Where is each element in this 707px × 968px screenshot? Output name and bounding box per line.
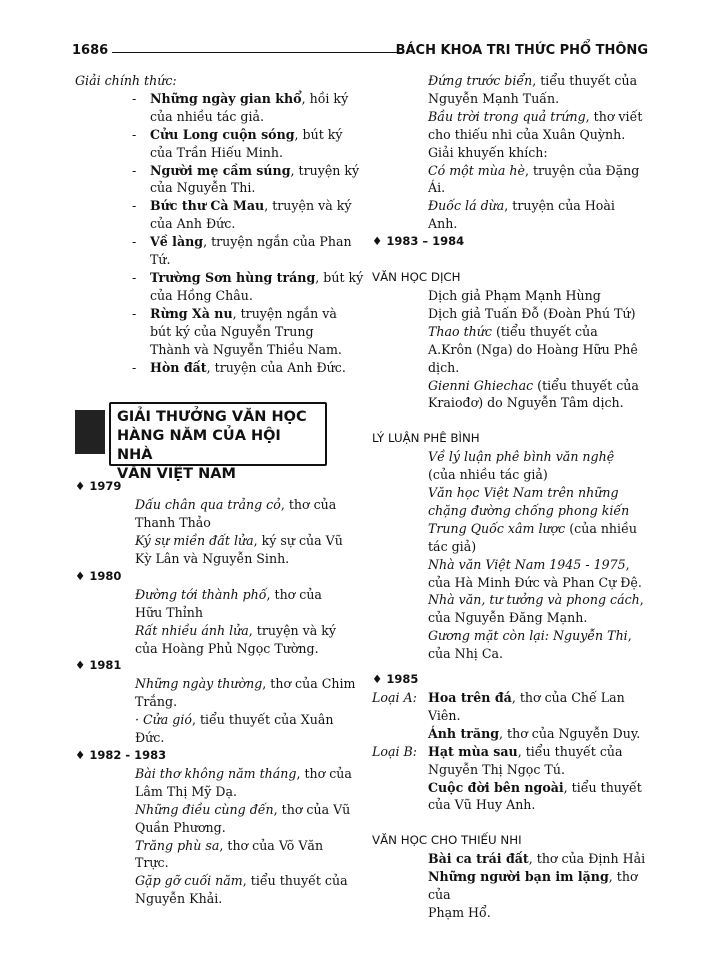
year-heading: ♦ 1985 [372, 672, 419, 687]
work-title: Những điều cùng đến [135, 801, 274, 817]
list-item [372, 72, 650, 108]
entry-title: Những ngày gian khổ [150, 90, 302, 106]
work-title: Ánh trăng [428, 725, 500, 741]
list-item [75, 586, 367, 622]
work-title: Dấu chân qua trảng cỏ [135, 497, 281, 513]
work-title: chặng đường chống phong kiến [428, 502, 630, 518]
entry-author: bút ký của Nguyễn Trung [150, 323, 314, 339]
list-item [75, 801, 367, 837]
work-desc: (của nhiều [565, 520, 637, 536]
work-desc: , truyện của Hoài [504, 198, 615, 214]
work-title: Hạt mùa sau [428, 743, 518, 759]
entry-title: Bức thư Cà Mau [150, 198, 265, 214]
work-title: Ký sự miền đất lửa [135, 533, 254, 549]
work-desc: , thơ của [266, 586, 322, 602]
work-title: Những ngày thường [135, 676, 263, 692]
work-author: Quần Phương. [135, 819, 226, 835]
work-author: Trực. [135, 855, 169, 871]
section-marker-icon [75, 410, 105, 454]
work-title: Trăng phù sa [135, 837, 220, 853]
official-entry: - Rừng Xà nu, truyện ngắn và bút ký của Nguyễn Trung Thành và Nguyễn Thiều Nam. [75, 305, 367, 359]
official-entry: - Hòn đất, truyện của Anh Đức. [132, 359, 346, 375]
work-desc: dịch. [428, 359, 460, 375]
work-author: cho thiếu nhi của Xuân Quỳnh. [428, 126, 626, 142]
criticism-list [372, 448, 650, 663]
entry-title: Rừng Xà nu [150, 305, 233, 321]
work-title: Bài ca trái đất [428, 851, 529, 867]
entry-author: của Anh Đức. [150, 216, 236, 232]
page-number: 1686 [72, 43, 109, 58]
work-author: Viên. [428, 707, 461, 723]
right-column [372, 72, 650, 922]
work-author: Thanh Thảo [135, 515, 211, 531]
entry-author: của nhiều tác giả. [150, 108, 265, 124]
official-entry: - Những ngày gian khổ, hồi ký của nhiều tác giả. [75, 90, 367, 126]
entry-author: của Trần Hiếu Minh. [150, 144, 283, 160]
work-desc: Kraiođơ) do Nguyễn Tâm dịch. [428, 395, 624, 411]
work-author: của Nguyễn Đăng Mạnh. [428, 610, 588, 626]
work-desc: , tiểu thuyết của [532, 73, 638, 88]
year-heading: ♦ 1980 [75, 568, 122, 583]
list-item [75, 765, 367, 801]
official-label: Giải chính thức: [75, 73, 177, 88]
work-author: Nguyễn Khải. [135, 891, 223, 907]
work-desc: , truyện của Đặng [524, 162, 640, 178]
work-desc: (tiểu thuyết của [533, 377, 639, 393]
category-tag: Loại B: [372, 743, 417, 759]
work-author: Đức. [135, 730, 165, 746]
category-a [372, 689, 650, 743]
work-desc: , truyện và ký [248, 622, 337, 638]
work-author: Anh. [428, 216, 458, 232]
work-title: Rất nhiều ánh lửa [135, 622, 249, 638]
work-title: Cuộc đời bên ngoài [428, 779, 564, 795]
work-desc: , [627, 628, 632, 644]
work-title: Nhà văn Việt Nam 1945 - 1975 [428, 556, 626, 572]
section-heading-criticism: LÝ LUẬN PHÊ BÌNH [372, 431, 480, 446]
work-desc: , ký sự của Vũ [253, 533, 343, 549]
running-title: BÁCH KHOA TRI THỨC PHỔ THÔNG [395, 43, 648, 58]
list-item [372, 162, 650, 198]
entry-desc: , truyện ngắn và [232, 305, 337, 321]
children-list [372, 850, 650, 922]
work-author: của Hoàng Phủ Ngọc Tường. [135, 640, 319, 656]
work-desc: , thơ của Vũ [273, 801, 351, 817]
work-author: tác giả) [428, 538, 477, 554]
work-author: (của nhiều tác giả) [428, 467, 548, 483]
year-heading: ♦ 1982 - 1983 [75, 748, 167, 762]
work-desc: , thơ của Nguyễn Duy. [499, 725, 641, 741]
category-tag: Loại A: [372, 690, 417, 705]
award-heading [109, 402, 327, 483]
page-header [70, 40, 650, 62]
header-rule [112, 52, 402, 53]
entry-author: của Hồng Châu. [150, 287, 253, 303]
list-item [75, 711, 367, 747]
work-title: Gienni Ghiechac [428, 377, 534, 393]
work-title: Bầu trời trong quả trứng [428, 108, 586, 124]
entry-desc: , truyện ngắn của Phan [203, 234, 352, 250]
entry-desc: , truyện ký [290, 162, 360, 178]
translator: Dịch giả Tuấn Đỗ (Đoàn Phú Tứ) [428, 305, 636, 321]
work-title: Nhà văn, tư tưởng và phong cách [428, 592, 640, 608]
work-author: của Hà Minh Đức và Phan Cự Đệ. [428, 574, 642, 590]
entry-desc: , truyện và ký [264, 198, 352, 214]
award-heading-line: HÀNG NĂM CỦA HỘI NHÀ [117, 428, 281, 464]
year-heading: ♦ 1979 [75, 479, 122, 494]
left-column [75, 72, 367, 908]
work-title: Gương mặt còn lại: Nguyễn Thi [428, 628, 628, 644]
official-entry: - Cửu Long cuộn sóng, bút ký của Trần Hiếu Minh. [75, 126, 367, 162]
work-desc: , thơ của Chim [262, 676, 356, 692]
entry-desc: , truyện của Anh Đức. [206, 359, 346, 375]
work-author: Trắng. [135, 694, 178, 710]
work-desc: , thơ của Định Hải [528, 851, 646, 867]
work-title: Đường tới thành phố [135, 586, 267, 602]
work-desc: , thơ của Võ Văn [219, 837, 324, 853]
work-title: Những người bạn im lặng [428, 869, 609, 885]
work-desc: , thơ viết [585, 108, 643, 124]
translator: Dịch giả Phạm Mạnh Hùng [428, 287, 601, 303]
section-heading-children: VĂN HỌC CHO THIẾU NHI [372, 833, 522, 848]
entry-author: Tứ. [150, 252, 171, 268]
category-b [372, 743, 650, 815]
work-desc: , thơ của [428, 869, 638, 903]
entry-desc: , hồi ký [301, 90, 349, 106]
entry-title: Cửu Long cuộn sóng [150, 126, 295, 142]
list-item [75, 837, 367, 873]
work-author: Ái. [428, 180, 446, 196]
award-heading-line: GIẢI THƯỞNG VĂN HỌC [117, 409, 307, 426]
official-entry: - Người mẹ cầm súng, truyện ký của Nguyễn Thi. [75, 162, 367, 198]
section-heading-translation: VĂN HỌC DỊCH [372, 270, 461, 285]
entry-title: Trường Sơn hùng tráng [150, 269, 316, 285]
work-desc: , [625, 556, 630, 572]
official-entry: - Trường Sơn hùng tráng, bút ký của Hồng Châu. [75, 269, 367, 305]
entry-title: Hòn đất [150, 359, 207, 375]
entry-author: của Nguyễn Thi. [150, 180, 256, 196]
work-title: Về lý luận phê bình văn nghệ [428, 449, 615, 465]
work-desc: , tiểu thuyết của Xuân [191, 712, 334, 728]
list-item [75, 675, 367, 711]
year-heading: ♦ 1983 – 1984 [372, 234, 465, 249]
award-heading-line: VĂN VIỆT NAM [117, 466, 236, 483]
work-author: Hữu Thỉnh [135, 604, 203, 620]
work-desc: , tiểu thuyết của [242, 873, 348, 889]
entry-desc: , bút ký [315, 269, 364, 285]
list-item [75, 622, 367, 658]
entry-desc: , bút ký [294, 126, 343, 142]
work-author: Lâm Thị Mỹ Dạ. [135, 783, 237, 799]
list-item [75, 532, 367, 568]
work-desc: , thơ của [296, 765, 352, 781]
work-desc: A.Krôn (Nga) do Hoàng Hữu Phê [428, 341, 638, 357]
work-desc: (tiểu thuyết của [491, 323, 598, 339]
official-entry: - Bức thư Cà Mau, truyện và ký của Anh Đức. [75, 197, 367, 233]
entry-author: Thành và Nguyễn Thiều Nam. [150, 341, 342, 357]
work-author: Nguyễn Mạnh Tuấn. [428, 90, 560, 106]
work-title: Trung Quốc xâm lược [428, 520, 566, 536]
list-item [372, 108, 650, 144]
work-title: Gặp gỡ cuối năm [135, 873, 243, 889]
work-author: của Nhị Ca. [428, 646, 503, 662]
work-title: Thao thức [428, 323, 492, 339]
translation-list [372, 287, 650, 412]
entry-title: Người mẹ cầm súng [150, 162, 291, 178]
work-title: Đứng trước biển [428, 73, 533, 88]
work-desc: , tiểu thuyết của [517, 743, 623, 759]
encourage-label: Giải khuyến khích: [428, 144, 548, 160]
year-heading: ♦ 1981 [75, 658, 122, 673]
work-title: Văn học Việt Nam trên những [428, 485, 619, 501]
list-item [75, 872, 367, 908]
list-item [75, 496, 367, 532]
work-title: Hoa trên đá [428, 690, 512, 705]
award-heading-box [75, 392, 367, 483]
work-author: Kỳ Lân và Nguyễn Sinh. [135, 551, 290, 567]
work-author: của Vũ Huy Anh. [428, 797, 536, 813]
entry-title: Về làng [150, 234, 204, 250]
work-desc: , thơ của [280, 497, 337, 513]
work-author: Phạm Hổ. [428, 904, 491, 920]
work-desc: , tiểu thuyết [563, 779, 642, 795]
work-title: Có một mùa hè [428, 162, 525, 178]
work-title: Đuốc lá dừa [428, 198, 505, 214]
work-title: Bài thơ không năm tháng [135, 765, 297, 781]
work-desc: , thơ của Chế Lan [511, 690, 625, 705]
work-desc: , [639, 592, 644, 608]
work-title: · Cửa gió [135, 712, 192, 728]
official-entry: - Về làng, truyện ngắn của Phan Tứ. [75, 233, 367, 269]
work-author: Nguyễn Thị Ngọc Tú. [428, 761, 565, 777]
list-item [372, 197, 650, 233]
